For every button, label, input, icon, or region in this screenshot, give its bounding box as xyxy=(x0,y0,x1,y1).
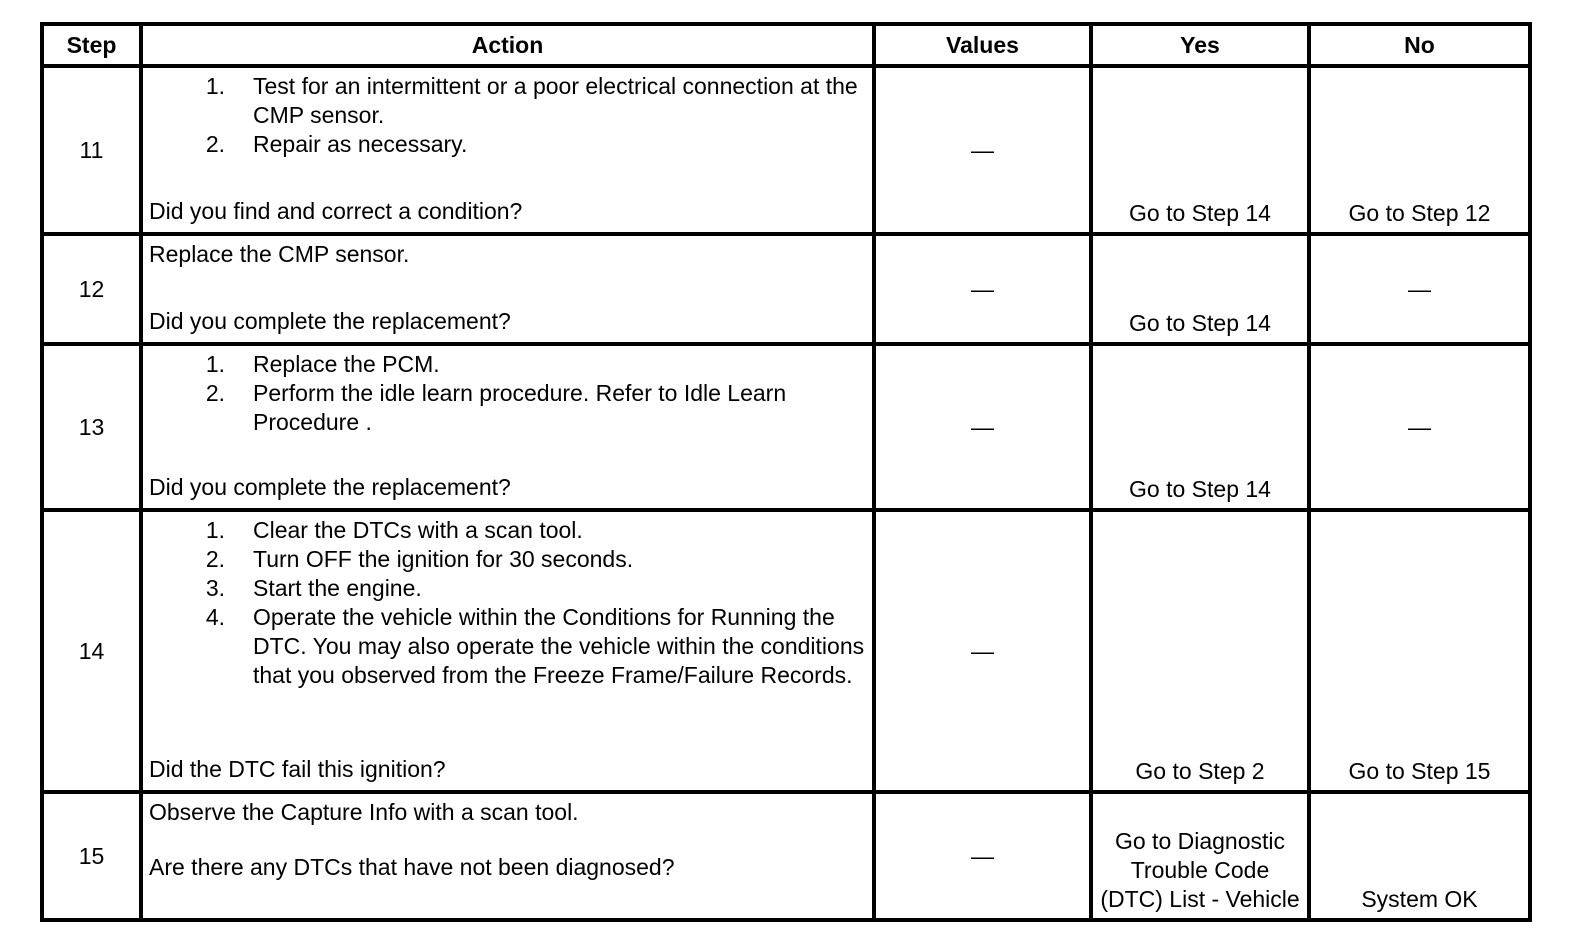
step-number: 15 xyxy=(42,792,141,920)
values-cell: — xyxy=(874,510,1091,792)
instruction-list xyxy=(149,350,866,437)
step-number: 14 xyxy=(42,510,141,792)
no-result: System OK xyxy=(1309,792,1530,920)
instruction-item: 1. Replace the PCM. xyxy=(205,351,440,377)
step-number: 11 xyxy=(42,66,141,234)
values-cell: — xyxy=(874,66,1091,234)
action-cell xyxy=(141,66,874,234)
question-text: Did you complete the replacement? xyxy=(149,474,511,500)
action-cell xyxy=(141,234,874,344)
instruction-item: 1. Clear the DTCs with a scan tool. xyxy=(205,517,583,543)
header-values: Values xyxy=(874,24,1091,66)
header-step: Step xyxy=(42,24,141,66)
question-text: Did you complete the replacement? xyxy=(149,308,511,334)
question-text: Did the DTC fail this ignition? xyxy=(149,756,446,782)
step-number: 13 xyxy=(42,344,141,510)
table-row xyxy=(42,66,1530,234)
no-link[interactable]: Go to Step 12 xyxy=(1309,66,1530,234)
table-row xyxy=(42,792,1530,920)
yes-link[interactable]: Go to Step 2 xyxy=(1091,510,1309,792)
table-row xyxy=(42,344,1530,510)
yes-link[interactable]: Go to Step 14 xyxy=(1091,234,1309,344)
header-action: Action xyxy=(141,24,874,66)
instruction-list xyxy=(149,72,866,159)
header-row xyxy=(42,24,1530,66)
values-cell: — xyxy=(874,344,1091,510)
instruction-item: 4. Operate the vehicle within the Conditions for Running the DTC. You may also operate the vehicle within the conditions that you observed from the Freeze Frame/Failure Records. xyxy=(205,604,865,688)
diagnostic-table xyxy=(40,22,1532,922)
instruction-item: 2. Turn OFF the ignition for 30 seconds. xyxy=(205,546,634,572)
table-row xyxy=(42,234,1530,344)
yes-link[interactable]: Go to Step 14 xyxy=(1091,344,1309,510)
action-cell xyxy=(141,344,874,510)
instruction-item: 2. Repair as necessary. xyxy=(205,131,468,157)
no-value: — xyxy=(1309,234,1530,344)
action-cell xyxy=(141,510,874,792)
no-link[interactable]: Go to Step 15 xyxy=(1309,510,1530,792)
no-value: — xyxy=(1309,344,1530,510)
table-row xyxy=(42,510,1530,792)
yes-link[interactable]: Go to Diagnostic Trouble Code (DTC) List - Vehicle xyxy=(1091,792,1309,920)
instruction-item: 2. Perform the idle learn procedure. Refer to Idle Learn Procedure . xyxy=(205,380,787,435)
question-text: Are there any DTCs that have not been diagnosed? xyxy=(149,854,675,880)
header-no: No xyxy=(1309,24,1530,66)
values-cell: — xyxy=(874,792,1091,920)
instruction-item: 1. Test for an intermittent or a poor electrical connection at the CMP sensor. xyxy=(205,73,858,128)
step-number: 12 xyxy=(42,234,141,344)
header-yes: Yes xyxy=(1091,24,1309,66)
action-cell xyxy=(141,792,874,920)
instruction-item: 3. Start the engine. xyxy=(205,575,422,601)
instruction-text: Observe the Capture Info with a scan tool. xyxy=(149,799,579,825)
instruction-text: Replace the CMP sensor. xyxy=(149,241,410,267)
question-text: Did you find and correct a condition? xyxy=(149,198,523,224)
values-cell: — xyxy=(874,234,1091,344)
instruction-list xyxy=(149,516,866,690)
yes-link[interactable]: Go to Step 14 xyxy=(1091,66,1309,234)
